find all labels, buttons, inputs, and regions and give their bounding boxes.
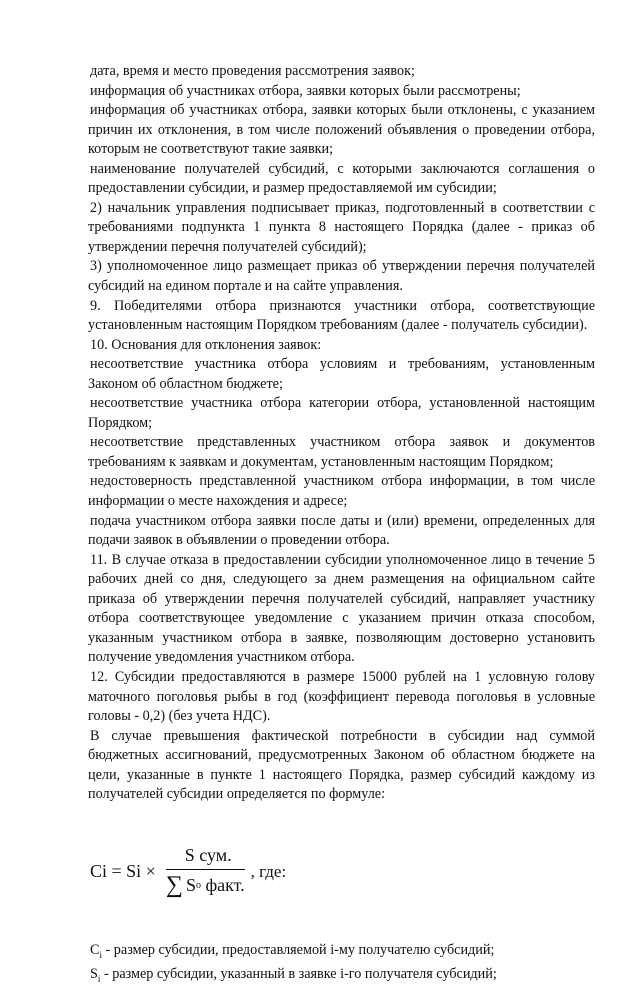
body-text: [88, 62, 595, 805]
definition-item: [88, 941, 595, 965]
definition-text: - размер субсидии, предоставляемой i-му получателю субсидий;: [101, 941, 495, 958]
paragraph: наименование получателей субсидий, с которыми заключаются соглашения о предоставлении субсидии, и размер предоставляемой им субсидии;: [88, 160, 595, 197]
paragraph: 10. Основания для отклонения заявок:: [90, 336, 322, 353]
denominator-text: факт.: [205, 874, 245, 895]
formula-fraction: [166, 845, 245, 899]
formula-numerator: S сум.: [184, 844, 232, 865]
definition-symbol: S: [90, 966, 98, 983]
paragraph: информация об участниках отбора, заявки которых были рассмотрены;: [90, 82, 521, 99]
paragraph: 9. Победителями отбора признаются участники отбора, соответствующие установленным настоящим Порядком требованиям (далее - получатель субсидии).: [88, 297, 595, 334]
formula-definitions: [88, 941, 595, 990]
paragraph: недостоверность представленной участником отбора информации, в том числе информации о месте нахождения и адресе;: [88, 473, 595, 510]
paragraph: несоответствие представленных участником отбора заявок и документов требованиям к заявкам и документам, установленным настоящим Порядком;: [88, 434, 595, 470]
formula-lhs: Ci = Si ×: [90, 861, 156, 882]
paragraph: В случае превышения фактической потребности в субсидии над суммой бюджетных ассигнований, предусмотренных Законом об областном бюджете на цели, указанные в пункте 1 настоящего Порядка, размер субсидий каждому из получателей субсидии определяется по формуле:: [88, 727, 595, 803]
paragraph: несоответствие участника отбора условиям и требованиям, установленным Законом об областном бюджете;: [88, 356, 595, 392]
formula-denominator: [166, 870, 245, 899]
paragraph: 2) начальник управления подписывает приказ, подготовленный в соответствии с требованиями подпункта 1 пункта 8 настоящего Порядка (далее - приказ об утверждении перечня получателей субсидий);: [88, 199, 595, 255]
definition-subscript: i: [99, 949, 102, 960]
definition-subscript: i: [97, 973, 101, 984]
denominator-symbol: S: [185, 874, 196, 895]
subsidy-formula: [90, 837, 595, 907]
paragraph: подача участником отбора заявки после даты и (или) времени, определенных для подачи заявок в объявлении о проведении отбора.: [88, 512, 595, 549]
paragraph: дата, время и место проведения рассмотрения заявок;: [90, 63, 415, 79]
paragraph: 11. В случае отказа в предоставлении субсидии уполномоченное лицо в течение 5 рабочих дней со дня, следующего за днем размещения на официальном сайте приказа об утверждении перечня получателей субсидий, направляет участнику отбора соответствующее уведомление с указанием причин отказа способом, указанным участником отбора в заявке, позволяющим достоверно установить получение уведомления участником отбора.: [88, 551, 595, 666]
definition-text: - размер субсидии, указанный в заявке i-го получателя субсидий;: [100, 966, 497, 983]
definition-symbol: C: [90, 941, 100, 958]
sum-symbol: ∑: [165, 871, 183, 898]
paragraph: 3) уполномоченное лицо размещает приказ об утверждении перечня получателей субсидий на едином портале и на сайте управления.: [88, 258, 595, 295]
definition-item: [88, 965, 595, 989]
denominator-subscript: o: [195, 879, 201, 891]
paragraph: 12. Субсидии предоставляются в размере 15000 рублей на 1 условную голову маточного поголовья рыбы в год (коэффициент перевода поголовья в условные головы - 0,2) (без учета НДС).: [88, 668, 595, 725]
formula-tail: , где:: [250, 861, 287, 881]
paragraph: информация об участниках отбора, заявки которых были отклонены, с указанием причин их отклонения, в том числе положений объявления о проведении отбора, которым не соответствуют такие заявки;: [88, 102, 595, 158]
paragraph: несоответствие участника отбора категории отбора, установленной настоящим Порядком;: [88, 395, 595, 431]
